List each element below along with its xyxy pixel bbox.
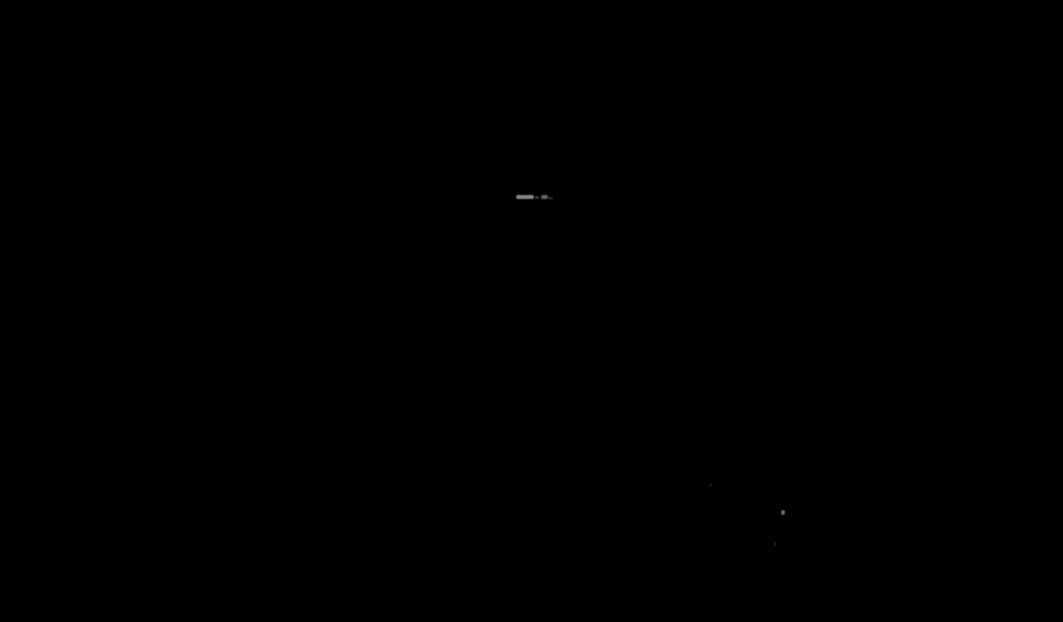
smudge-segment-4: [548, 197, 553, 199]
smudge-segment-3: [541, 195, 548, 199]
dim-speck-secondary: [710, 484, 712, 486]
dim-speck-tertiary: [774, 542, 776, 546]
dim-text-smudge: [512, 190, 560, 206]
dim-speck-primary: [781, 510, 785, 515]
smudge-segment-2: [535, 196, 539, 199]
smudge-segment-1: [516, 195, 534, 199]
